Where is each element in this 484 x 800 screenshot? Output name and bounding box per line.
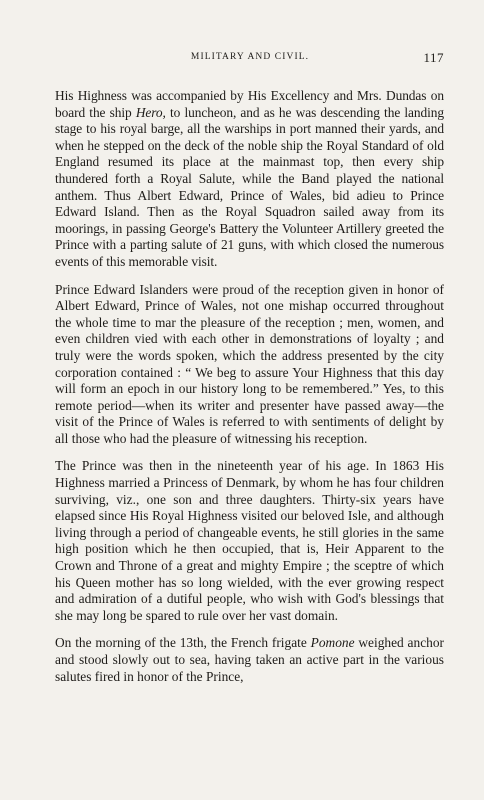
paragraph-royal-departure (55, 88, 444, 271)
body-text (55, 88, 444, 696)
paragraph-prince-biography: The Prince was then in the nineteenth year of his age. In 1863 His Highness married a Princess of Denmark, by whom he has four children surviving, viz., one son and three daughters. Thirty-six years have elapsed since His Royal Highness visited our beloved Isle, and although living through a period of changeable events, he still glories in the same high position which he then occupied, that is, Heir Apparent to the Crown and Throne of a great and mighty Empire ; the sceptre of which his Queen mother has so long wielded, with the ever growing respect and admiration of a dutiful people, who wish with God's blessings that she may long be spared to rule over her vast domain. (55, 458, 444, 623)
paragraph-text: His Highness was accompanied by His Excellency and Mrs. Dundas on board the ship (55, 88, 444, 120)
ship-name-hero: Hero, (135, 104, 166, 120)
paragraph-text: to luncheon, and as he was descending the landing stage to his royal barge, all the warships in port manned their yards, and when he stepped on the deck of the noble ship the Royal Standard of old England resumed its place at the mainmast top, then every ship thundered forth a Royal Salute, while the Band played the national anthem. Thus Albert Edward, Prince of Wales, bid adieu to Prince Edward Island. Then as the Royal Squadron sailed away from its moorings, in passing George's Battery the Volunteer Artillery greeted the Prince with a parting salute of 21 guns, with which closed the numerous events of this memorable visit. (55, 104, 444, 269)
paragraph-text: On the morning of the 13th, the French frigate (55, 635, 311, 651)
page-number: 117 (423, 50, 444, 65)
paragraph-french-frigate (55, 635, 444, 685)
paragraph-text: weighed anchor and stood slowly out to sea, having taken an active part in the various salutes fired in honor of the Prince, (55, 635, 444, 684)
running-title: MILITARY AND CIVIL. (190, 52, 310, 62)
running-head (56, 52, 444, 68)
ship-name-pomone: Pomone (310, 635, 355, 651)
paragraph-reception: Prince Edward Islanders were proud of the reception given in honor of Albert Edward, Prince of Wales, not one mishap occurred throughout the whole time to mar the pleasure of the reception ; men, women, and even children vied with each other in demonstrations of loyalty ; and truly were the words spoken, which the address presented by the city corporation contained : “ We beg to assure Your Highness that this day will form an epoch in our history long to be remembered.” Yes, to this remote period—when its writer and presenter have passed away—the visit of the Prince of Wales is referred to with sentiments of delight by all those who had the pleasure of witnessing his reception. (55, 281, 444, 446)
